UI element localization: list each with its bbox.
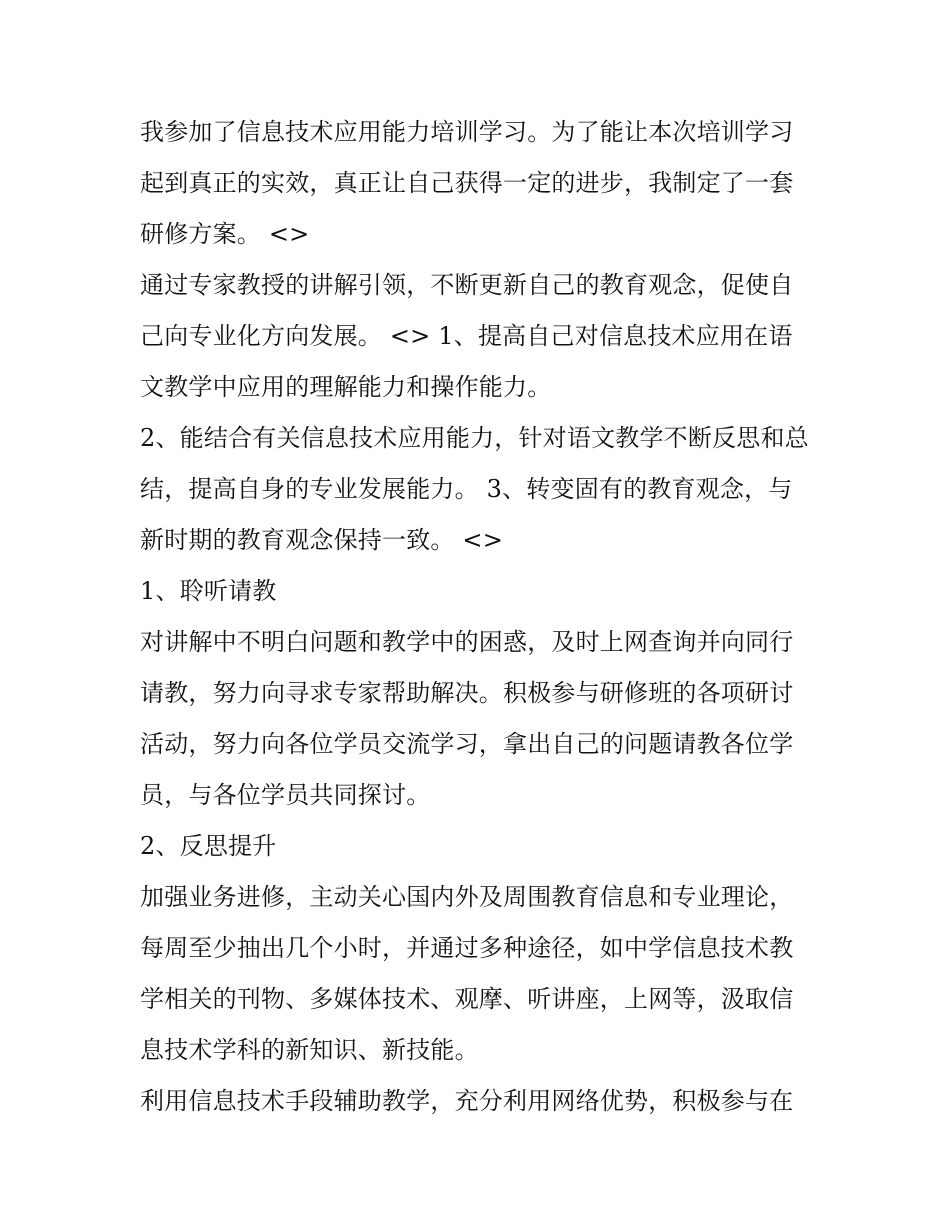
section-heading-listen: 1、聆听请教 [140, 577, 277, 605]
paragraph-tech-usage: 利用信息技术手段辅助教学，充分利用网络优势，积极参与在 [140, 1087, 794, 1115]
paragraph-listen: 对讲解中不明白问题和教学中的困惑，及时上网查询并向同行请教，努力向寻求专家帮助解决。积极参与研修班的各项研讨活动，努力向各位学员交流学习，拿出自己的问题请教各位学员，与各位学员共同探讨。 [140, 628, 794, 809]
paragraph-goals: 通过专家教授的讲解引领，不断更新自己的教育观念，促使自己向专业化方向发展。 <> 1、提高自己对信息技术应用在语文教学中应用的理解能力和操作能力。 [140, 271, 794, 401]
paragraph-intro: 我参加了信息技术应用能力培训学习。为了能让本次培训学习起到真正的实效，真正让自己获得一定的进步，我制定了一套研修方案。 <> [140, 118, 794, 248]
paragraph-goals-continued: 2、能结合有关信息技术应用能力，针对语文教学不断反思和总结，提高自身的专业发展能力。 3、转变固有的教育观念，与新时期的教育观念保持一致。 <> [140, 424, 809, 554]
paragraph-reflect: 加强业务进修，主动关心国内外及周围教育信息和专业理论，每周至少抽出几个小时，并通过多种途径，如中学信息技术教学相关的刊物、多媒体技术、观摩、听讲座，上网等，汲取信息技术学科的新知识、新技能。 [140, 883, 794, 1064]
section-heading-reflect: 2、反思提升 [140, 832, 277, 860]
document-body [140, 107, 812, 1127]
